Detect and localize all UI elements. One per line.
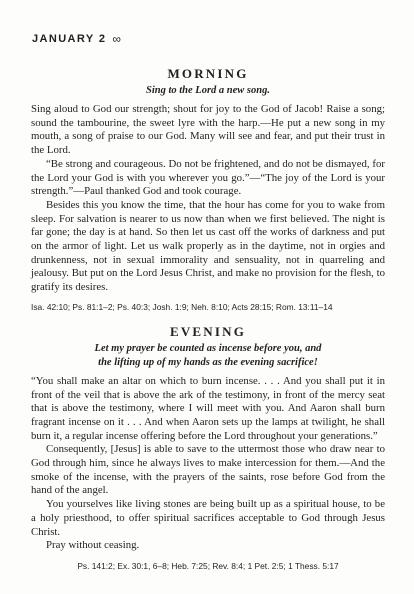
morning-paragraph-3: Besides this you know the time, that the hour has come for you to wake from sleep. For salvation is nearer to us now than when we first believed. The night is far gone; the day is at hand. So then let us cast off the works of darkness and put on the armor of light. Let us walk properly as in the daytime, not in orgies and drunkenness, not in sexual immorality and sensuality, not in quarreling and jealousy. But put on the Lord Jesus Christ, and make no provision for the flesh, to gratify its desires.: [31, 198, 385, 294]
evening-key-verse: [31, 342, 385, 370]
morning-paragraph-1: Sing aloud to God our strength; shout for joy to the God of Jacob! Raise a song; sound the tambourine, the sweet lyre with the harp.—He put a new song in my mouth, a song of praise to our God. Many will see and fear, and put their trust in the Lord.: [31, 103, 385, 157]
running-head: [32, 32, 121, 46]
evening-paragraph-1: “You shall make an altar on which to burn incense. . . . And you shall put it in front of the veil that is above the ark of the testimony, in front of the mercy seat that is above the testimony, where I will meet with you. And Aaron shall burn fragrant incense on it . . . And when Aaron sets up the lamps at twilight, he shall burn it, a regular incense offering before the Lord throughout your generations.”: [31, 374, 385, 442]
evening-references: Ps. 141:2; Ex. 30:1, 6–8; Heb. 7:25; Rev. 8:4; 1 Pet. 2:5; 1 Thess. 5:17: [77, 560, 339, 571]
page-date: JANUARY 2: [32, 33, 107, 45]
page-body: [31, 66, 385, 583]
evening-section: [31, 324, 385, 572]
morning-section: [31, 66, 385, 313]
evening-paragraph-3: You yourselves like living stones are being built up as a spiritual house, to be a holy priesthood, to offer spiritual sacrifices acceptable to God through Jesus Christ.: [31, 498, 385, 538]
morning-paragraph-2: “Be strong and courageous. Do not be frightened, and do not be dismayed, for the Lord your God is with you wherever you go.”—“The joy of the Lord is your strength.”—Paul thanked God and took courage.: [31, 157, 385, 198]
evening-key-verse-line-1: Let my prayer be counted as incense before you, and: [94, 342, 322, 354]
evening-paragraph-2: Consequently, [Jesus] is able to save to the uttermost those who draw near to God through him, since he always lives to make intercession for them.—And the smoke of the incense, with the prayers of the saints, rose before God from the hand of the angel.: [31, 443, 385, 497]
infinity-ornament-icon: ∞: [112, 32, 121, 46]
evening-title: EVENING: [169, 323, 247, 339]
evening-paragraph-4: Pray without ceasing.: [46, 539, 140, 552]
morning-title: MORNING: [167, 66, 249, 81]
morning-references: Isa. 42:10; Ps. 81:1–2; Ps. 40:3; Josh. 1:9; Neh. 8:10; Acts 28:15; Rom. 13:11–14: [31, 301, 333, 312]
evening-key-verse-line-2: the lifting up of my hands as the evening sacrifice!: [98, 356, 318, 368]
morning-key-verse: Sing to the Lord a new song.: [146, 85, 270, 96]
